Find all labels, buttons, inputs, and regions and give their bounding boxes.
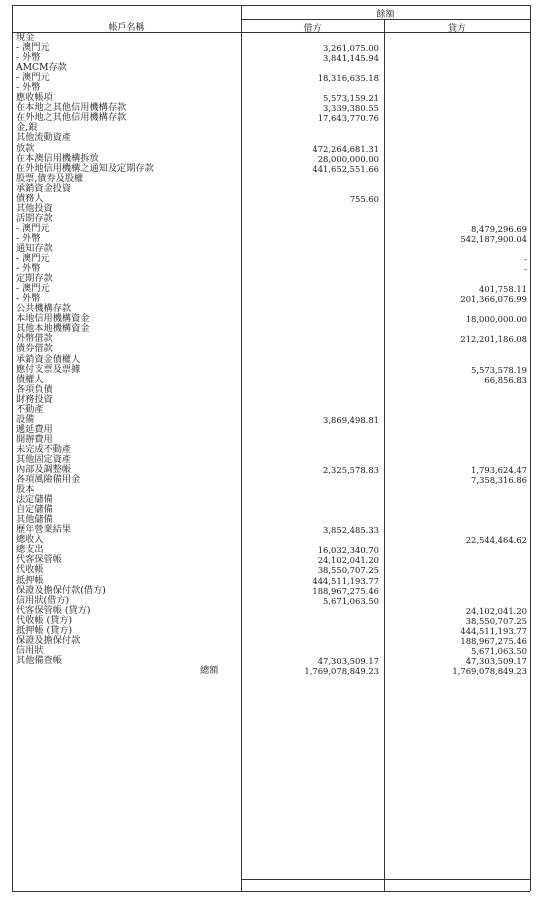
account-name: - 澳門元 xyxy=(16,42,50,54)
header-top-rule xyxy=(12,5,530,6)
credit-value: 38,550,707.25 xyxy=(465,615,527,626)
account-name: 抵押帳 (貸方) xyxy=(16,624,73,636)
table-row xyxy=(0,224,540,234)
account-name: 應付支票及票據 xyxy=(16,363,81,375)
table-row xyxy=(0,344,540,354)
account-name: 外幣借款 xyxy=(16,333,53,345)
account-name: 信用狀 xyxy=(16,644,44,656)
table-row xyxy=(0,555,540,565)
account-name: 抵押帳 xyxy=(16,574,44,586)
table-row xyxy=(0,73,540,83)
account-name: 未完成不動產 xyxy=(16,443,72,455)
table-row xyxy=(0,53,540,63)
account-name: - 外幣 xyxy=(16,293,41,305)
credit-value: 401,758.11 xyxy=(479,284,527,295)
total-top-rule xyxy=(241,879,530,880)
debit-value: 24,102,041.20 xyxy=(317,555,379,566)
table-bottom-border xyxy=(12,891,530,892)
credit-value: 212,201,186.08 xyxy=(460,334,527,345)
table-row xyxy=(0,324,540,334)
table-row xyxy=(0,365,540,375)
account-name: 股本 xyxy=(16,484,35,496)
table-row xyxy=(0,234,540,244)
account-name: - 澳門元 xyxy=(16,72,50,84)
table-row xyxy=(0,184,540,194)
table-row xyxy=(0,284,540,294)
credit-header: 貸方 xyxy=(447,24,466,34)
account-name: 金,銀 xyxy=(16,122,38,134)
account-name: 歷年營業結果 xyxy=(16,524,72,536)
table-row xyxy=(0,264,540,274)
account-name: - 外幣 xyxy=(16,82,41,94)
table-row xyxy=(0,204,540,214)
account-name: 代收帳 xyxy=(16,564,44,576)
debit-header: 借方 xyxy=(303,24,322,34)
account-name: 放款 xyxy=(16,142,35,154)
account-name: 債權人 xyxy=(16,373,44,385)
table-row xyxy=(0,495,540,505)
table-row xyxy=(0,274,540,284)
account-name: - 澳門元 xyxy=(16,222,50,234)
account-name: 本地信用機構資金 xyxy=(16,313,90,325)
debit-value: 17,643,770.76 xyxy=(317,113,379,124)
credit-value: 444,511,193.77 xyxy=(460,625,527,636)
credit-value: 8,479,296.69 xyxy=(471,223,527,234)
debit-value: 472,264,681.31 xyxy=(312,143,379,154)
table-row xyxy=(0,244,540,254)
credit-value: 5,573,578.19 xyxy=(471,364,527,375)
credit-value: 7,358,316.86 xyxy=(471,475,527,486)
table-row xyxy=(0,194,540,204)
debit-value: 3,841,145.94 xyxy=(323,53,379,64)
debit-value: 38,550,707.25 xyxy=(317,565,379,576)
account-name: 承銷資金債權人 xyxy=(16,353,81,365)
account-name: - 澳門元 xyxy=(16,253,50,265)
debit-value: 444,511,193.77 xyxy=(312,575,379,586)
table-row xyxy=(0,565,540,575)
account-name: 其他本地機構資金 xyxy=(16,323,90,335)
table-row xyxy=(0,545,540,555)
debit-value: 47,303,509.17 xyxy=(317,655,379,666)
table-row xyxy=(0,405,540,415)
account-name: 債務人 xyxy=(16,192,44,204)
table-row xyxy=(0,334,540,344)
table-row xyxy=(0,425,540,435)
credit-value: 24,102,041.20 xyxy=(465,605,527,616)
table-row xyxy=(0,375,540,385)
debit-value: 441,652,551.66 xyxy=(312,163,379,174)
account-name-header: 帳戶名稱 xyxy=(108,23,145,33)
table-row xyxy=(0,435,540,445)
credit-value: 201,366,076.99 xyxy=(460,294,527,305)
account-name: 保證及擔保付款 xyxy=(16,634,81,646)
table-row xyxy=(0,133,540,143)
table-row xyxy=(0,646,540,656)
account-name: 承銷資金投資 xyxy=(16,182,72,194)
debit-value: 3,852,485.33 xyxy=(323,525,379,536)
table-row xyxy=(0,294,540,304)
account-name: 財務投資 xyxy=(16,393,53,405)
table-row xyxy=(0,485,540,495)
credit-value: 66,856.83 xyxy=(484,374,527,385)
table-row xyxy=(0,515,540,525)
account-name: 應收帳項 xyxy=(16,92,53,104)
credit-value: 18,000,000.00 xyxy=(465,314,527,325)
account-name: 保證及擔保付款(借方) xyxy=(16,584,106,596)
table-row xyxy=(0,254,540,264)
account-name: 不動產 xyxy=(16,403,44,415)
credit-value: - xyxy=(524,264,527,275)
account-name: 其他固定資產 xyxy=(16,453,72,465)
credit-value: 1,793,624.47 xyxy=(471,465,527,476)
account-name: - 外幣 xyxy=(16,52,41,64)
table-row xyxy=(0,636,540,646)
account-name: 其他儲備 xyxy=(16,514,53,526)
account-name: 遞延費用 xyxy=(16,423,53,435)
debit-value: 2,325,578.83 xyxy=(323,465,379,476)
account-name: 其他流動資產 xyxy=(16,132,72,144)
account-name: 代客保管帳 xyxy=(16,554,62,566)
table-row xyxy=(0,113,540,123)
debit-value: 5,671,063.50 xyxy=(323,595,379,606)
table-row xyxy=(0,395,540,405)
table-row xyxy=(0,63,540,73)
credit-value: 188,967,275.46 xyxy=(460,635,527,646)
account-name: 在外地信用機構之通知及定期存款 xyxy=(16,162,154,174)
credit-value: 5,671,063.50 xyxy=(471,645,527,656)
account-name: 其他備查帳 xyxy=(16,654,62,666)
table-row xyxy=(0,174,540,184)
table-row xyxy=(0,445,540,455)
table-row xyxy=(0,123,540,133)
debit-value: 3,869,498.81 xyxy=(323,414,379,425)
table-row xyxy=(0,626,540,636)
debit-value: 18,316,635.18 xyxy=(317,73,379,84)
credit-value: 47,303,509.17 xyxy=(465,655,527,666)
account-name: 設備 xyxy=(16,413,35,425)
table-row xyxy=(0,385,540,395)
account-name: 在外地之其他信用機構存款 xyxy=(16,112,127,124)
table-row xyxy=(0,656,540,666)
account-name: 債券借款 xyxy=(16,343,53,355)
table-row xyxy=(0,525,540,535)
debit-value: 755.60 xyxy=(349,193,379,204)
account-name: 代收帳 (貸方) xyxy=(16,614,73,626)
account-name: - 澳門元 xyxy=(16,283,50,295)
table-row xyxy=(0,33,540,43)
account-name: 現金 xyxy=(16,32,35,43)
total-credit-value: 1,769,078,849.23 xyxy=(452,665,527,676)
account-name: 股票,債券及股權 xyxy=(16,172,84,184)
credit-value: - xyxy=(524,254,527,265)
account-name: 其他投資 xyxy=(16,202,53,214)
account-name: 各項負債 xyxy=(16,383,53,395)
account-name: 內部及調整帳 xyxy=(16,464,72,476)
account-name: AMCM存款 xyxy=(16,62,67,74)
account-rows xyxy=(0,33,540,676)
credit-value: 22,544,464.62 xyxy=(465,535,527,546)
debit-value: 188,967,275.46 xyxy=(312,585,379,596)
table-row xyxy=(0,355,540,365)
account-name: 代客保管帳 (貸方) xyxy=(16,604,91,616)
account-name: 信用狀(借方) xyxy=(16,594,70,606)
debit-value: 28,000,000.00 xyxy=(317,153,379,164)
table-row xyxy=(0,606,540,616)
total-row xyxy=(0,666,540,676)
debit-value: 3,261,075.00 xyxy=(323,43,379,54)
table-row xyxy=(0,214,540,224)
credit-value: 542,187,900.04 xyxy=(460,233,527,244)
account-name: 開辦費用 xyxy=(16,433,53,445)
account-name: 總支出 xyxy=(16,544,44,556)
account-name: 總收入 xyxy=(16,534,44,546)
account-name: 各項風險備用金 xyxy=(16,474,81,486)
debit-value: 16,032,340.70 xyxy=(317,545,379,556)
table-row xyxy=(0,465,540,475)
total-label: 總額 xyxy=(200,664,219,676)
debit-value: 5,573,159.21 xyxy=(323,93,379,104)
total-debit-value: 1,769,078,849.23 xyxy=(304,665,379,676)
account-name: - 外幣 xyxy=(16,232,41,244)
account-name: 活期存款 xyxy=(16,212,53,224)
table-row xyxy=(0,475,540,485)
account-name: 自定儲備 xyxy=(16,504,53,516)
account-name: 定期存款 xyxy=(16,273,53,285)
account-name: - 外幣 xyxy=(16,263,41,275)
table-row xyxy=(0,43,540,53)
debit-value: 3,339,380.55 xyxy=(323,103,379,114)
table-row xyxy=(0,415,540,425)
table-row xyxy=(0,505,540,515)
table-row xyxy=(0,455,540,465)
account-name: 法定儲備 xyxy=(16,494,53,506)
account-name: 在本地之其他信用機構存款 xyxy=(16,102,127,114)
account-name: 通知存款 xyxy=(16,242,53,254)
table-row xyxy=(0,616,540,626)
table-row xyxy=(0,535,540,545)
account-name: 公共機構存款 xyxy=(16,303,72,315)
balance-header: 餘額 xyxy=(376,10,395,20)
table-row xyxy=(0,83,540,93)
table-row xyxy=(0,586,540,596)
account-name: 在本澳信用機構拆放 xyxy=(16,152,99,164)
